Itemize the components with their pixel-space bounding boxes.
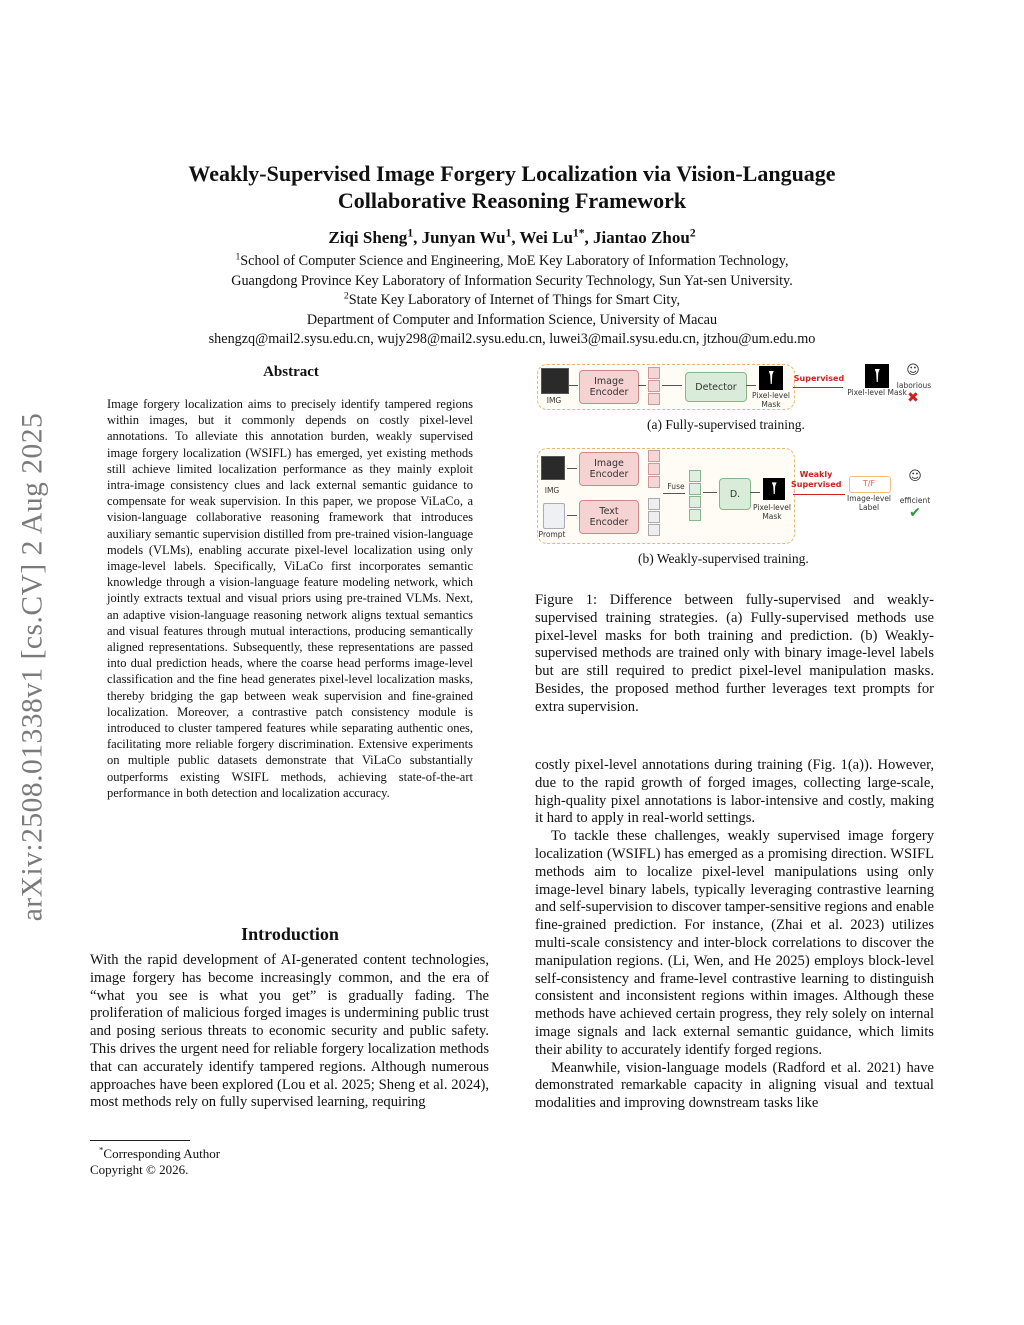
feature-token (648, 380, 660, 392)
footnote-rule (90, 1140, 190, 1141)
pixel-level-mask-label: Pixel-level Mask (752, 391, 790, 409)
fused-token (689, 509, 701, 521)
affiliation-2-line-1 (110, 291, 914, 311)
arrow (750, 492, 760, 493)
affiliation-text: School of Computer Science and Engineering, MoE Key Laboratory of Information Technology, (240, 253, 789, 269)
affiliation-sup: 2 (343, 290, 349, 302)
feature-token (648, 498, 660, 510)
subfigure-a-caption: (a) Fully-supervised training. (647, 417, 805, 432)
footnote-text: Corresponding Author (103, 1146, 221, 1161)
cost-label: efficient (899, 496, 931, 505)
author-sup: 1 (407, 226, 414, 240)
text-encoder-block: Text Encoder (579, 500, 639, 534)
feature-token (648, 476, 660, 488)
detector-block: Detector (685, 372, 747, 402)
paragraph: Meanwhile, vision-language models (Radford et al. 2021) have demonstrated remarkable capacity in aligning visual and textual modalities and improving downstream tasks like (535, 1059, 934, 1112)
author-emails: shengzq@mail2.sysu.edu.cn, wujy298@mail2.sysu.edu.cn, luwei3@mail.sysu.edu.cn, jtzhou@um.edu.mo (208, 331, 816, 347)
arrow (663, 493, 685, 494)
affiliation-1-line-1 (110, 252, 914, 272)
author-name: Ziqi Sheng (328, 228, 408, 247)
subfigure-b-caption: (b) Weakly-supervised training. (638, 551, 809, 566)
author-name: Jiantao Zhou (592, 228, 690, 247)
predicted-mask (763, 478, 785, 500)
input-image-thumbnail (541, 368, 569, 394)
input-image-thumbnail (541, 456, 565, 480)
affiliation-text: State Key Laboratory of Internet of Things for Smart City, (348, 292, 681, 308)
author-name: Junyan Wu (421, 228, 506, 247)
arxiv-identifier-stamp (8, 372, 58, 962)
feature-token (648, 511, 660, 523)
prompt-label: Prompt (538, 530, 566, 539)
introduction-text: With the rapid development of AI-generated content technologies, image forgery has become increasingly common, and the era of “what you see is what you get” is gradually fading. The proliferation of malicious forged images is undermining public trust and posing serious threats to economic security and public safety. This drives the urgent need for reliable forgery localization methods that can accurately identify tampered regions. Although numerous approaches have been explored (Lou et al. 2025; Sheng et al. 2024), most methods rely on fully supervised learning, requiring (90, 952, 489, 1111)
footnote (90, 1146, 220, 1178)
arxiv-stamp-text: arXiv:2508.01338v1 [cs.CV] 2 Aug 2025 (16, 412, 49, 922)
feature-token (648, 524, 660, 536)
copyright-note: Copyright © 2026. (90, 1162, 189, 1177)
weakly-supervised-panel (537, 448, 795, 544)
detector-block: D. (719, 478, 751, 510)
author-sup: 2 (689, 226, 696, 240)
cross-icon: ✖ (907, 390, 919, 406)
ground-truth-mask (865, 364, 889, 388)
affiliations (110, 252, 914, 350)
title-line-2: Collaborative Reasoning Framework (337, 188, 687, 213)
affiliation-2-line-2: Department of Computer and Information Science, University of Macau (306, 311, 718, 328)
smile-face-icon: ☺ (908, 469, 922, 484)
abstract-heading: Abstract (263, 364, 319, 380)
arrow (638, 385, 646, 386)
author-sup: 1* (572, 226, 585, 240)
predicted-mask (759, 366, 783, 390)
author-name: Wei Lu (519, 228, 573, 247)
author (520, 228, 585, 247)
feature-token (648, 393, 660, 405)
arrow (746, 385, 756, 386)
fuse-label: Fuse (667, 482, 685, 491)
feature-token (648, 450, 660, 462)
arrow (567, 515, 577, 516)
arrow (703, 492, 717, 493)
paragraph: costly pixel-level annotations during training (Fig. 1(a)). However, due to the rapid growth of forged images, collecting large-scale, high-quality pixel annotations is labor-intensive and costly, making it hard to apply in real-world settings. (535, 757, 934, 827)
paper-title (110, 160, 914, 214)
checkmark-icon: ✔ (909, 505, 921, 521)
corresponding-author-note (90, 1146, 220, 1162)
cost-label: laborious (896, 381, 932, 390)
figure-1 (535, 360, 935, 575)
ground-truth-label: Pixel-level Mask (847, 388, 907, 397)
weakly-supervised-label: Weakly Supervised (791, 470, 842, 489)
prompt-document-icon (543, 503, 565, 529)
fused-token (689, 483, 701, 495)
arrow (793, 494, 845, 495)
neutral-face-icon: ☺ (906, 363, 920, 378)
feature-token (648, 367, 660, 379)
author (593, 228, 696, 247)
arrow (569, 385, 578, 386)
img-label: IMG (544, 486, 560, 495)
img-label: IMG (546, 396, 562, 405)
affiliation-sup: 1 (235, 251, 241, 263)
feature-token (648, 463, 660, 475)
paragraph: To tackle these challenges, weakly supervised image forgery localization (WSIFL) has emerged as a promising direction. WSIFL methods aim to localize pixel-level manipulations using only image-level binary labels, typically leveraging contrastive learning and self-supervision to discover tamper-sensitive regions and enable fine-grained prediction. For instance, (Zhai et al. 2023) utilizes multi-scale consistency and inter-block correlations to discover the manipulation regions. (Li, Wen, and He 2025) employs block-level self-consistency and frame-level contrastive learning to distinguish consistent and inconsistent regions within images. Although these methods have achieved certain progress, they rely solely on internal image signals and lack external semantic guidance, which limits their ability to accurately identify forged regions. (535, 828, 934, 1058)
footnote-sup: * (99, 1144, 104, 1155)
image-encoder-block: Image Encoder (579, 452, 639, 486)
author (422, 228, 512, 247)
tf-label: T/F (862, 479, 876, 488)
fused-token (689, 470, 701, 482)
author-list: Ziqi Sheng$^1$, Junyan Wu$^1$, Wei $Lu^{1*}$, Jiantao Zhou$^2$ (328, 226, 696, 247)
author (328, 228, 413, 247)
arrow (567, 468, 577, 469)
fused-token (689, 496, 701, 508)
pixel-level-mask-label: Pixel-level Mask (753, 503, 791, 521)
arrow (662, 385, 682, 386)
right-column-text (535, 757, 934, 1113)
image-level-label: Image-level Label (846, 494, 892, 512)
image-encoder-block: Image Encoder (579, 370, 639, 404)
author-sup: 1 (505, 226, 512, 240)
introduction-heading: Introduction (241, 924, 339, 944)
figure-1-caption: Figure 1: Difference between fully-supervised and weakly-supervised training strategies. (a) Fully-supervised methods use pixel-level masks for both training and prediction. (b) Weakly-supervised methods are trained only with binary image-level labels but are still required to predict pixel-level manipulation masks. Besides, the proposed method further leverages text prompts for extra supervision. (535, 592, 934, 715)
supervised-label: Supervised (793, 374, 845, 383)
title-line-1: Weakly-Supervised Image Forgery Localization via Vision-Language (188, 161, 836, 186)
affiliation-1-line-2: Guangdong Province Key Laboratory of Information Security Technology, Sun Yat-sen University. (231, 272, 793, 289)
arrow (793, 387, 843, 388)
abstract-text: Image forgery localization aims to precisely identify tampered regions within images, but it commonly depends on costly pixel-level annotations. To alleviate this annotation burden, weakly supervised image forgery localization (WSIFL) has emerged, yet existing methods still achieve limited localization performance as they mainly exploit intra-image consistency clues and lack external semantic guidance to compensate for weak supervision. In this paper, we propose ViLaCo, a vision-language collaborative reasoning framework that introduces auxiliary semantic supervision distilled from pre-trained vision-language models (VLMs), enabling accurate pixel-level localization using only image-level labels. Specifically, ViLaCo first incorporates semantic knowledge through a vision-language feature modeling network, which jointly extracts textual and visual priors using pre-trained VLMs. Next, an adaptive vision-language reasoning network aligns textual semantics and visual features through mutual interactions, producing semantically aligned representations. Subsequently, these representations are passed into dual prediction heads, where the coarse head performs image-level classification and the fine head generates pixel-level localization masks, thereby bridging the gap between weak supervision and fine-grained localization. Moreover, a contrastive patch consistency module is introduced to cluster tampered features while separating authentic ones, facilitating more reliable forgery discrimination. Extensive experiments on multiple public datasets demonstrate that ViLaCo substantially outperforms existing WSIFL methods, achieving state-of-the-art performance in both detection and localization accuracy. (107, 397, 473, 800)
